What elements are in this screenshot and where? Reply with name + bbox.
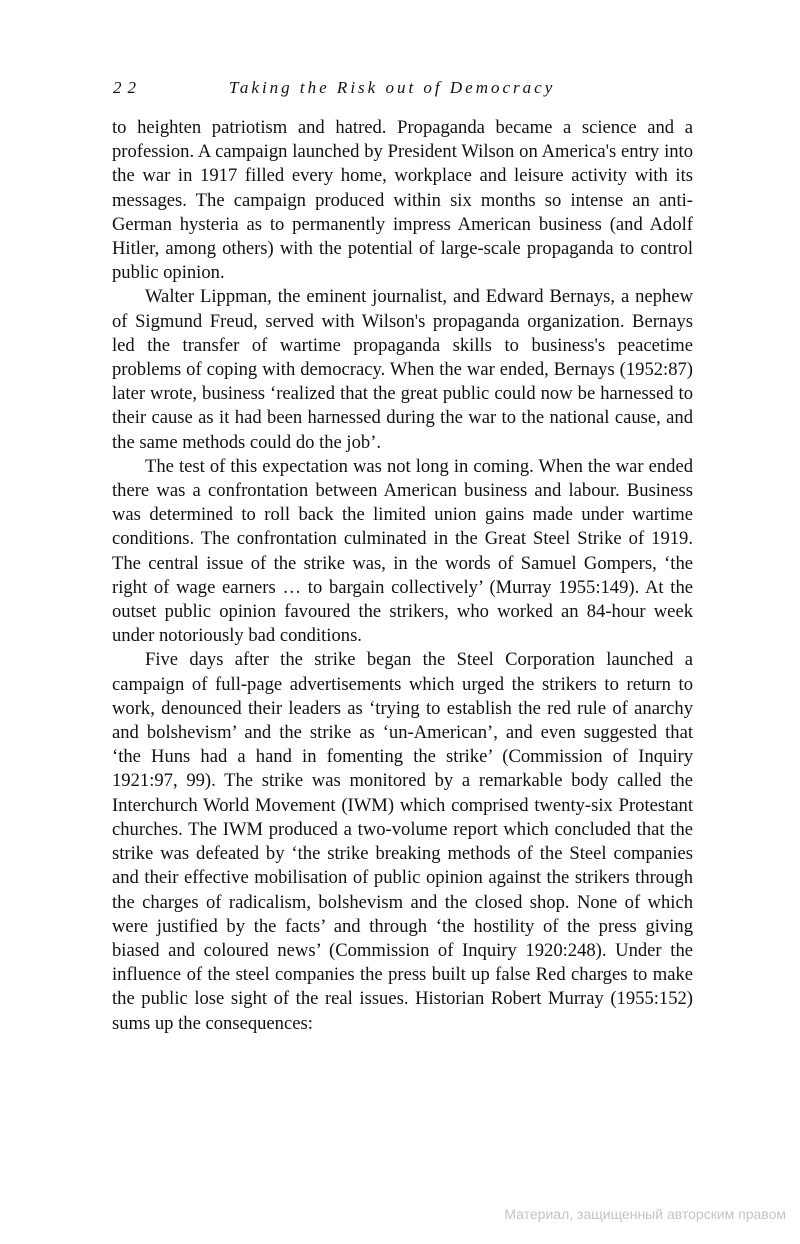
paragraph-2: Walter Lippman, the eminent journalist, and Edward Bernays, a nephew of Sigmund Freud, served with Wilson's propaganda organization. Bernays led the transfer of wartime propaganda skills to business's peacetime problems of coping with democracy. When the war ended, Bernays (1952:87) later wrote, business ‘realized that the great public could now be harnessed to their cause as it had been harnessed during the war to the national cause, and the same methods could do the job’.	[112, 286, 693, 453]
paragraph-4: Five days after the strike began the Steel Corporation launched a campaign of full-page advertisements which urged the strikers to return to work, denounced their leaders as ‘trying to establish the red rule of anarchy and bolshevism’ and the strike as ‘un-American’, and even suggested that ‘the Huns had a hand in fomenting the strike’ (Commission of Inquiry 1921:97, 99). The strike was monitored by a remarkable body called the Interchurch World Movement (IWM) which comprised twenty-six Protestant churches. The IWM produced a two-volume report which concluded that the strike was defeated by ‘the strike breaking methods of the Steel companies and their effective mobilisation of public opinion against the strikers through the charges of radicalism, bolshevism and the closed shop. None of which were justified by the facts’ and through ‘the hostility of the press giving biased and coloured news’ (Commission of Inquiry 1920:248). Under the influence of the steel companies the press built up false Red charges to make the public lose sight of the real issues. Historian Robert Murray (1955:152) sums up the consequences:	[112, 649, 693, 1034]
paragraph-3: The test of this expectation was not long in coming. When the war ended there was a confrontation between American business and labour. Business was determined to roll back the limited union gains made under wartime conditions. The confrontation culminated in the Great Steel Strike of 1919. The central issue of the strike was, in the words of Samuel Gompers, ‘the right of wage earners … to bargain collectively’ (Murray 1955:149). At the outset public opinion favoured the strikers, who worked an 84-hour week under notoriously bad conditions.	[112, 455, 693, 647]
page-header	[113, 78, 713, 104]
running-title: Taking the Risk out of Democracy	[229, 78, 556, 97]
copyright-watermark: Материал, защищенный авторским правом	[504, 1206, 786, 1222]
page-number: 22	[113, 78, 142, 97]
paragraph-1: to heighten patriotism and hatred. Propaganda became a science and a profession. A campaign launched by President Wilson on America's entry into the war in 1917 filled every home, workplace and leisure activity with its messages. The campaign produced within six months so intense an anti-German hysteria as to permanently impress American business (and Adolf Hitler, among others) with the potential of large-scale propaganda to control public opinion.	[112, 117, 693, 284]
body-text	[112, 116, 693, 1036]
